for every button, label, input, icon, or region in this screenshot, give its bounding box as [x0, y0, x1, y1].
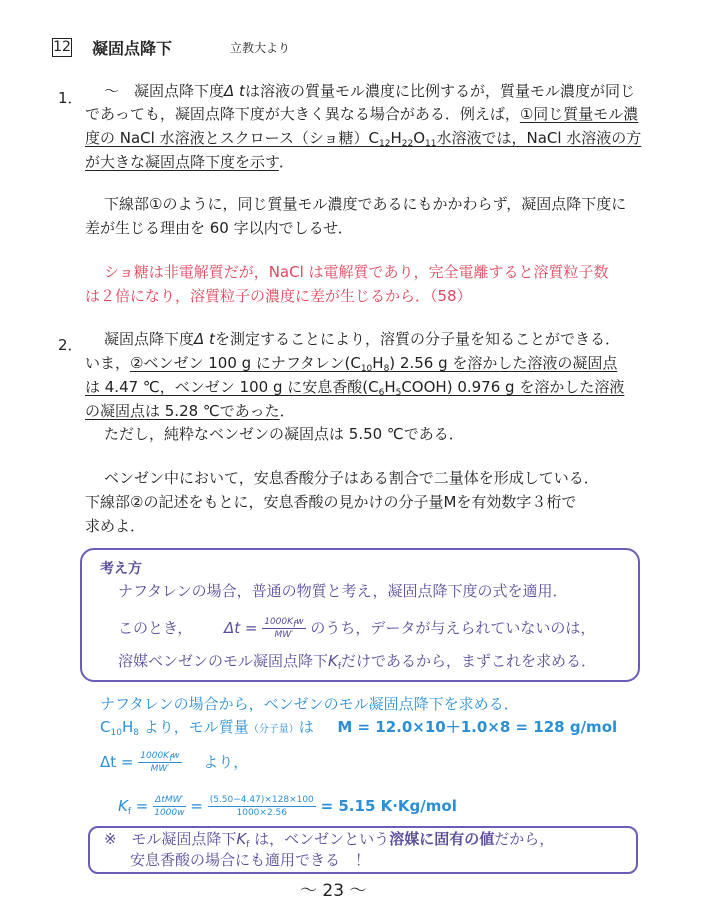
- q2-line-3: は 4.47 ℃，ベンゼン 100 g に安息香酸$(C_6H_5COOH)$ 0.976 g を溶かした溶液: [85, 378, 625, 398]
- q2-line-8: 求めよ．: [85, 517, 146, 535]
- solution-line-1: ナフタレンの場合から，ベンゼンのモル凝固点降下を求める．: [100, 695, 519, 713]
- kf-value-fraction: $\frac{(5.50-4.47)\times 128\times 100}{1000\times 2.56}$: [209, 795, 314, 818]
- solution-line-3: Δt = $\frac{1000K_fw}{MW'}$ より，: [100, 751, 249, 774]
- solution-line-2: $C_{10}H_8$ より，モル質量（分子量）は M = 12.0×10＋1.0×8 = 128 g/mol: [100, 718, 618, 738]
- page-number: ～ 23 ～: [300, 881, 367, 901]
- solution-fraction: $\frac{1000K_fw}{MW'}$: [140, 751, 180, 774]
- q1-line-1: ～ 凝固点降下度Δ tは溶液の質量モル濃度に比例するが，質量モル濃度が同じ: [104, 82, 635, 100]
- q1-answer-line-2: は２倍になり，溶質粒子の濃度に差が生じるから．（58）: [85, 287, 472, 305]
- q2-line-7: 下線部②の記述をもとに，安息香酸の見かけの分子量Mを有効数字３桁で: [85, 493, 577, 511]
- q2-line-4: の凝固点は 5.28 ℃であった．: [85, 402, 295, 420]
- q1-answer-line-1: ショ糖は非電解質だが，NaCl は電解質であり，完全電離すると溶質粒子数: [104, 263, 609, 281]
- q2-line-1: 凝固点降下度Δ tを測定することにより，溶質の分子量を知ることができる．: [104, 330, 620, 348]
- q1-line-4: が大きな凝固点降下度を示す．: [85, 153, 294, 171]
- solution-line-4: $K_f$ = $\frac{\text{ΔtMW′}}{1000w}$ = $\frac{(5.50-4.47)\times 128\times 100}{1000\times 2.56}$ = 5.15 K·Kg/mol: [118, 795, 457, 818]
- page-title: 凝固点降下: [92, 39, 173, 58]
- q2-line-2: いま，②ベンゼン 100 g にナフタレン$(C_{10}H_8)$ 2.56 g を溶かした溶液の凝固点: [85, 354, 618, 374]
- hint-line-1: ナフタレンの場合，普通の物質と考え，凝固点降下度の式を適用．: [118, 582, 568, 600]
- q1-number: 1．: [58, 89, 83, 107]
- note-line-1: ※ モル凝固点降下$K_f$ は，ベンゼンという溶媒に固有の値だから，: [104, 830, 555, 850]
- hint-line-3: 溶媒ベンゼンのモル凝固点降下$K_f$だけであるから，まずこれを求める．: [118, 652, 597, 672]
- q1-line-3: 度の NaCl 水溶液とスクロース（ショ糖）$C_{12}H_{22}O_{11}$水溶液では，NaCl 水溶液の方: [85, 129, 642, 149]
- note-line-2: 安息香酸の場合にも適用できる ！: [130, 851, 371, 869]
- hint-fraction: $\frac{1000K_fw}{MW'}$: [264, 617, 304, 640]
- q1-instruction-2: 差が生じる理由を 60 字以内でしるせ．: [85, 219, 353, 237]
- hint-title: 考え方: [100, 561, 142, 577]
- hint-line-2: このとき， Δt = $\frac{1000K_fw}{MW'}$ のうち，データが与えられていないのは，: [118, 617, 596, 640]
- source-note: 立教大より: [230, 41, 291, 55]
- q2-line-6: ベンゼン中において，安息香酸分子はある割合で二量体を形成している．: [104, 469, 599, 487]
- q2-line-5: ただし，純粋なベンゼンの凝固点は 5.50 ℃である．: [104, 425, 464, 443]
- q1-line-2: であっても，凝固点降下度が大きく異なる場合がある．例えば，①同じ質量モル濃: [85, 105, 639, 123]
- q1-instruction-1: 下線部①のように，同じ質量モル濃度であるにもかかわらず，凝固点降下度に: [104, 195, 627, 213]
- q2-number: 2．: [58, 336, 83, 354]
- kf-formula-fraction: $\frac{\text{ΔtMW′}}{1000w}$: [154, 795, 185, 818]
- problem-number-box: 12: [53, 39, 71, 55]
